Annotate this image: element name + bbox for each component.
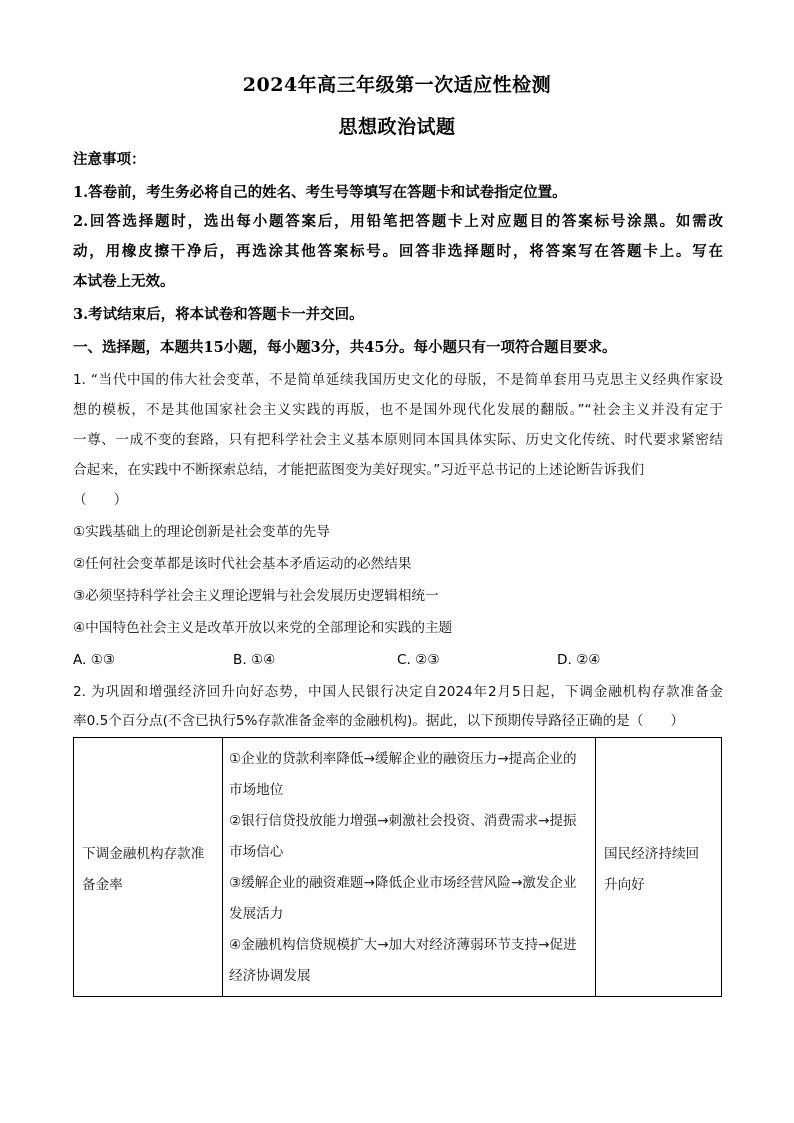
- q1-option-b: B. ①④: [233, 652, 276, 668]
- q1-stem-line-1: 1. “当代中国的伟大社会变革，不是简单延续我国历史文化的母版，不是简单套用马克思主义经典作家设: [73, 372, 723, 388]
- table-path-3-line-1: ③缓解企业的融资难题→降低企业市场经营风险→激发企业: [229, 875, 577, 891]
- table-cell-result-line-2: 升向好: [604, 877, 645, 893]
- notice-line-5: 3.考试结束后，将本试卷和答题卡一并交回。: [73, 306, 364, 323]
- table-cell-cause-line-1: 下调金融机构存款准: [82, 846, 205, 862]
- table-path-2-line-2: 市场信心: [229, 844, 284, 860]
- q1-option-d: D. ②④: [557, 652, 601, 668]
- q2-transmission-table: [73, 737, 722, 997]
- table-divider: [595, 738, 596, 996]
- table-path-3-line-2: 发展活力: [229, 906, 284, 922]
- table-path-1-line-1: ①企业的贷款利率降低→缓解企业的融资压力→提高企业的: [229, 751, 577, 767]
- q1-option-a: A. ①③: [73, 652, 116, 668]
- section-heading: 一、选择题，本题共15小题，每小题3分，共45分。每小题只有一项符合题目要求。: [73, 339, 617, 356]
- table-cell-cause-line-2: 备金率: [82, 877, 123, 893]
- table-path-2-line-1: ②银行信贷投放能力增强→刺激社会投资、消费需求→提振: [229, 813, 577, 829]
- notice-heading: 注意事项：: [73, 151, 146, 168]
- table-divider: [222, 738, 223, 996]
- q1-option-c: C. ②③: [397, 652, 440, 668]
- q1-stem-line-2: 想的模板，不是其他国家社会主义实践的再版，也不是国外现代化发展的翻版。”“社会主义并没有定于: [73, 402, 723, 418]
- table-path-4-line-1: ④金融机构信贷规模扩大→加大对经济薄弱环节支持→促进: [229, 937, 577, 953]
- q2-stem-line-2: 率0.5个百分点(不含已执行5%存款准备金率的金融机构)。据此，以下预期传导路径正确的是（ ）: [73, 713, 685, 729]
- exam-subject: 思想政治试题: [338, 116, 456, 138]
- table-path-1-line-2: 市场地位: [229, 782, 284, 798]
- exam-title: 2024年高三年级第一次适应性检测: [242, 74, 552, 96]
- q1-stem-line-4: 合起来，在实践中不断探索总结，才能把蓝图变为美好现实。”习近平总书记的上述论断告诉我们: [73, 462, 645, 478]
- table-path-4-line-2: 经济协调发展: [229, 968, 311, 984]
- table-cell-result-line-1: 国民经济持续回: [604, 846, 700, 862]
- notice-line-3: 动，用橡皮擦干净后，再选涂其他答案标号。回答非选择题时，将答案写在答题卡上。写在: [73, 243, 723, 260]
- notice-line-2: 2.回答选择题时，选出每小题答案后，用铅笔把答题卡上对应题目的答案标号涂黑。如需改: [73, 213, 723, 230]
- q1-statement-3: ③必须坚持科学社会主义理论逻辑与社会发展历史逻辑相统一: [73, 588, 439, 604]
- q1-stem-line-3: 一尊、一成不变的套路，只有把科学社会主义基本原则同本国具体实际、历史文化传统、时代要求紧密结: [73, 432, 723, 448]
- q1-statement-1: ①实践基础上的理论创新是社会变革的先导: [73, 524, 330, 540]
- notice-line-4: 本试卷上无效。: [73, 273, 175, 290]
- q1-statement-2: ②任何社会变革都是该时代社会基本矛盾运动的必然结果: [73, 556, 412, 572]
- q1-statement-4: ④中国特色社会主义是改革开放以来党的全部理论和实践的主题: [73, 620, 453, 636]
- q2-stem-line-1: 2. 为巩固和增强经济回升向好态势，中国人民银行决定自2024年2月5日起，下调金融机构存款准备金: [73, 684, 723, 700]
- q1-answer-blank: （ ）: [73, 492, 128, 508]
- notice-line-1: 1.答卷前，考生务必将自己的姓名、考生号等填写在答题卡和试卷指定位置。: [73, 184, 567, 201]
